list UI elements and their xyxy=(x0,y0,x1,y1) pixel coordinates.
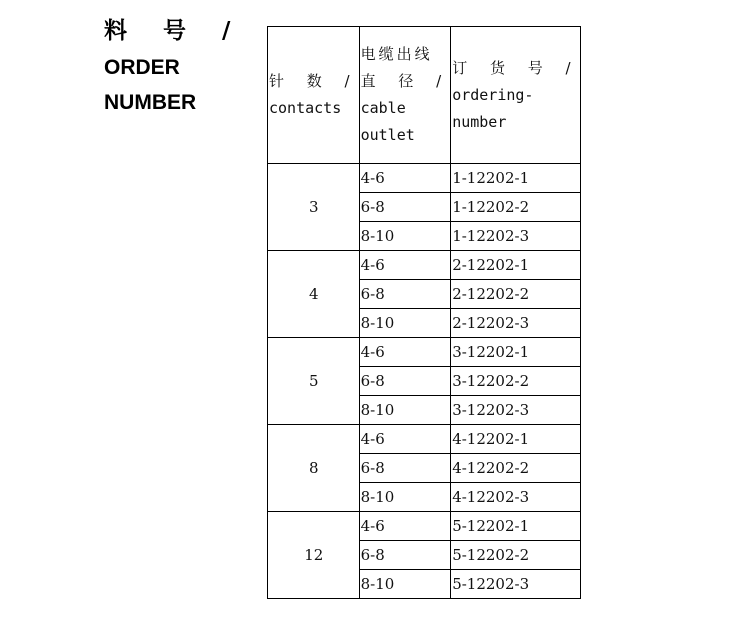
ordering-number-cell: 3-12202-1 xyxy=(451,338,580,367)
ordering-number-cell: 5-12202-2 xyxy=(451,541,580,570)
ordering-number-cell: 4-12202-2 xyxy=(451,454,580,483)
cable-outlet-cell: 6-8 xyxy=(359,193,451,222)
table-body xyxy=(268,164,581,599)
ordering-number-cell: 5-12202-3 xyxy=(451,570,580,599)
header-contacts xyxy=(268,27,360,164)
cable-outlet-cell: 4-6 xyxy=(359,512,451,541)
header-cable-zh2: 直 径 / xyxy=(360,72,451,90)
ordering-number-cell: 4-12202-1 xyxy=(451,425,580,454)
header-contacts-zh: 针 数 / xyxy=(269,72,359,90)
ordering-number-cell: 3-12202-2 xyxy=(451,367,580,396)
header-cable-en2: outlet xyxy=(360,126,415,144)
cable-outlet-cell: 6-8 xyxy=(359,541,451,570)
ordering-number-cell: 1-12202-1 xyxy=(451,164,580,193)
contacts-cell: 3 xyxy=(268,164,360,251)
contacts-cell: 5 xyxy=(268,338,360,425)
header-cable-en1: cable xyxy=(360,99,406,117)
cable-outlet-cell: 8-10 xyxy=(359,483,451,512)
table-row xyxy=(268,338,581,367)
cable-outlet-cell: 8-10 xyxy=(359,396,451,425)
ordering-table xyxy=(267,26,581,599)
table-row xyxy=(268,512,581,541)
header-order-en2: number xyxy=(452,112,507,131)
ordering-number-cell: 1-12202-3 xyxy=(451,222,580,251)
contacts-cell: 8 xyxy=(268,425,360,512)
header-order-en1: ordering- xyxy=(452,85,534,104)
cable-outlet-cell: 6-8 xyxy=(359,454,451,483)
header-ordering-number xyxy=(451,27,580,164)
header-order-zh: 订 货 号 / xyxy=(452,58,580,77)
cable-outlet-cell: 8-10 xyxy=(359,570,451,599)
ordering-number-cell: 4-12202-3 xyxy=(451,483,580,512)
contacts-cell: 4 xyxy=(268,251,360,338)
header-contacts-en: contacts xyxy=(269,99,342,117)
heading-chinese: 料 号 / xyxy=(104,18,245,44)
heading-line-number: NUMBER xyxy=(104,91,197,114)
ordering-number-cell: 3-12202-3 xyxy=(451,396,580,425)
order-number-heading xyxy=(104,14,254,120)
cable-outlet-cell: 4-6 xyxy=(359,425,451,454)
table-row xyxy=(268,251,581,280)
table-header-row xyxy=(268,27,581,164)
header-cable-zh1: 电缆出线 xyxy=(360,45,433,63)
cable-outlet-cell: 4-6 xyxy=(359,164,451,193)
ordering-number-cell: 2-12202-1 xyxy=(451,251,580,280)
cable-outlet-cell: 4-6 xyxy=(359,251,451,280)
heading-line-order: ORDER xyxy=(104,56,180,79)
cable-outlet-cell: 6-8 xyxy=(359,280,451,309)
table-row xyxy=(268,164,581,193)
ordering-number-cell: 1-12202-2 xyxy=(451,193,580,222)
ordering-number-cell: 2-12202-3 xyxy=(451,309,580,338)
header-cable-outlet xyxy=(359,27,451,164)
ordering-number-cell: 2-12202-2 xyxy=(451,280,580,309)
ordering-number-cell: 5-12202-1 xyxy=(451,512,580,541)
cable-outlet-cell: 8-10 xyxy=(359,309,451,338)
table-row xyxy=(268,425,581,454)
cable-outlet-cell: 6-8 xyxy=(359,367,451,396)
cable-outlet-cell: 8-10 xyxy=(359,222,451,251)
cable-outlet-cell: 4-6 xyxy=(359,338,451,367)
contacts-cell: 12 xyxy=(268,512,360,599)
